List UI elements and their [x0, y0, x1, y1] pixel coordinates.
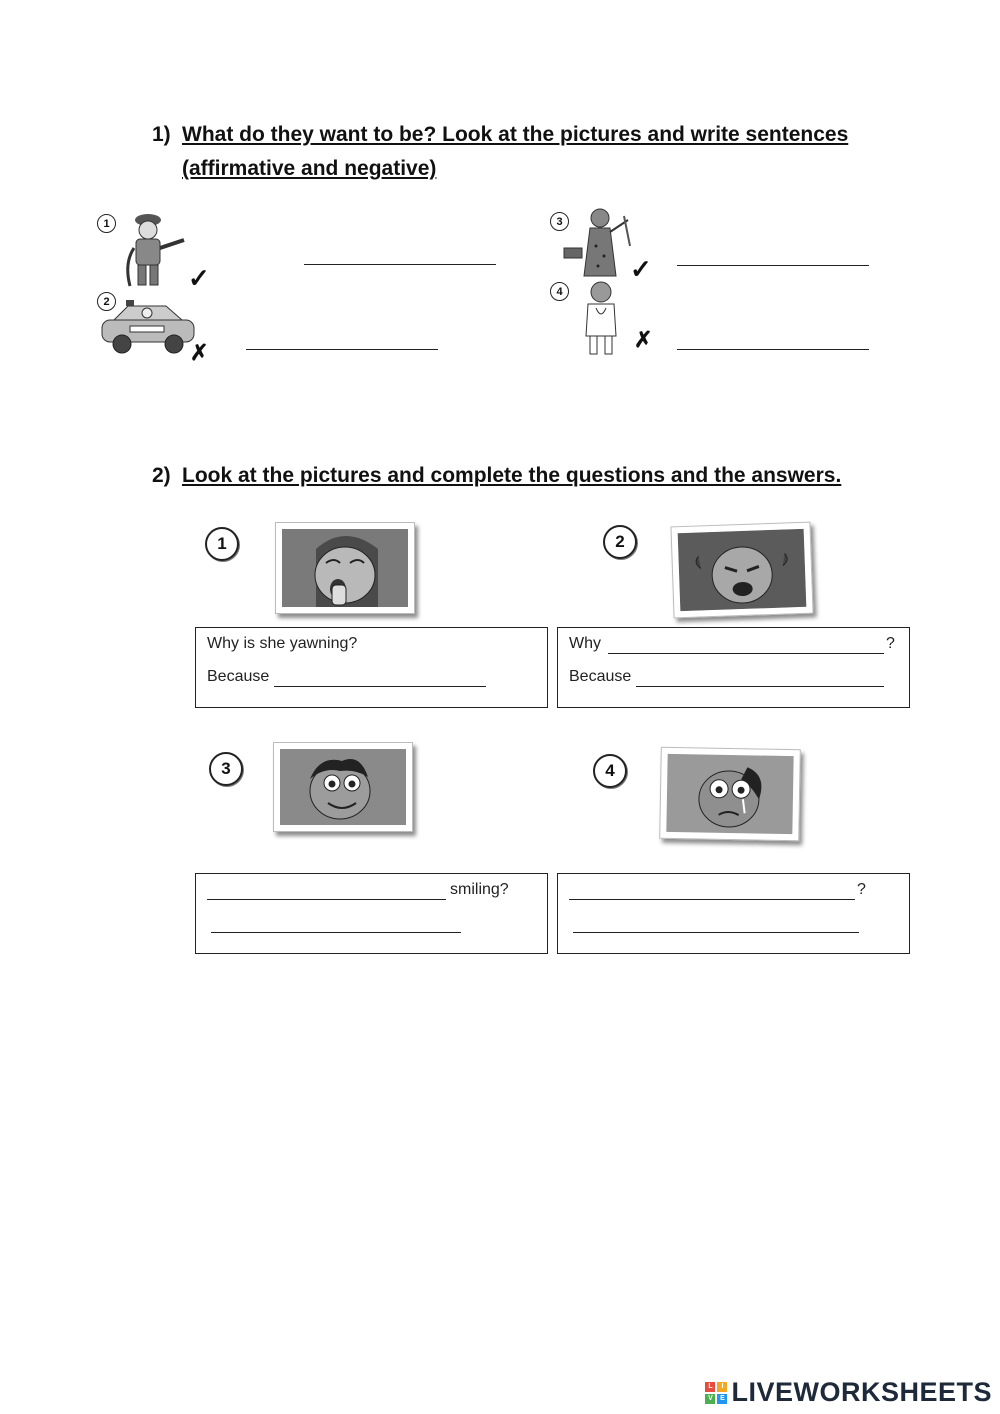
ex2-item-3-question-line[interactable]	[207, 899, 446, 900]
logo-letter-i: I	[717, 1382, 727, 1392]
exercise-1-heading	[152, 118, 912, 188]
ex2-item-1-answer-line[interactable]	[274, 686, 486, 687]
ex2-item-3-photo	[273, 742, 413, 832]
exercise-1-title-line2: (affirmative and negative)	[182, 157, 437, 180]
ex1-item-2-number: 2	[97, 292, 116, 311]
ex2-item-4-question-suffix: ?	[857, 881, 866, 898]
liveworksheets-logo-icon	[705, 1382, 727, 1404]
ex1-item-2-answer-line[interactable]	[246, 349, 438, 350]
doctor-picture	[576, 280, 626, 356]
ex2-item-4-question-line[interactable]	[569, 899, 855, 900]
ex2-item-3-question-suffix: smiling?	[450, 881, 509, 898]
ex2-item-4-box	[557, 873, 910, 954]
ex2-item-2-photo	[670, 522, 813, 619]
ex2-item-2-answer-line[interactable]	[636, 686, 884, 687]
ex1-item-3-answer-line[interactable]	[677, 265, 869, 266]
liveworksheets-brand-text: LIVEWORKSHEETS	[731, 1377, 992, 1407]
exercise-2-number: 2)	[152, 464, 171, 487]
actress-picture	[560, 206, 640, 280]
ex1-item-1-check-icon: ✓	[188, 263, 210, 293]
logo-letter-l: L	[705, 1382, 715, 1392]
ex2-item-2-question-line[interactable]	[608, 653, 884, 654]
ex1-item-3-check-icon: ✓	[630, 254, 652, 284]
ex1-item-4-cross-icon: ✗	[634, 327, 653, 352]
exercise-2-heading	[152, 459, 912, 493]
ex2-item-1-box	[195, 627, 548, 708]
ex2-item-2-answer-prefix: Because	[569, 668, 632, 685]
firefighter-picture	[122, 208, 192, 290]
ex2-item-2-question-suffix: ?	[886, 635, 895, 652]
ex2-item-1-photo	[275, 522, 415, 614]
ex2-item-1-number: 1	[205, 527, 239, 561]
ex2-item-3-number: 3	[209, 752, 243, 786]
liveworksheets-logo[interactable]	[705, 1377, 992, 1408]
ex2-item-1-question: Why is she yawning?	[207, 635, 358, 652]
ex2-item-3-box	[195, 873, 548, 954]
ex1-item-2-cross-icon: ✗	[190, 340, 209, 365]
ex2-item-4-photo	[659, 747, 801, 841]
ex1-item-3-number: 3	[550, 212, 569, 231]
police-car-picture	[100, 298, 198, 356]
ex2-item-2-question-prefix: Why	[569, 635, 601, 652]
ex2-item-1-answer-prefix: Because	[207, 668, 270, 685]
ex2-item-2-number: 2	[603, 525, 637, 559]
ex1-item-4-number: 4	[550, 282, 569, 301]
ex1-item-1-number: 1	[97, 214, 116, 233]
logo-letter-e: E	[717, 1394, 727, 1404]
ex1-item-4-answer-line[interactable]	[677, 349, 869, 350]
ex2-item-4-number: 4	[593, 754, 627, 788]
exercise-1-number: 1)	[152, 123, 171, 146]
ex1-item-1-answer-line[interactable]	[304, 264, 496, 265]
exercise-2-title: Look at the pictures and complete the questions and the answers.	[182, 464, 842, 487]
ex2-item-3-answer-line[interactable]	[211, 932, 461, 933]
ex2-item-4-answer-line[interactable]	[573, 932, 859, 933]
logo-letter-v: V	[705, 1394, 715, 1404]
exercise-1-title-line1: What do they want to be? Look at the pictures and write sentences	[182, 123, 849, 146]
ex2-item-2-box	[557, 627, 910, 708]
